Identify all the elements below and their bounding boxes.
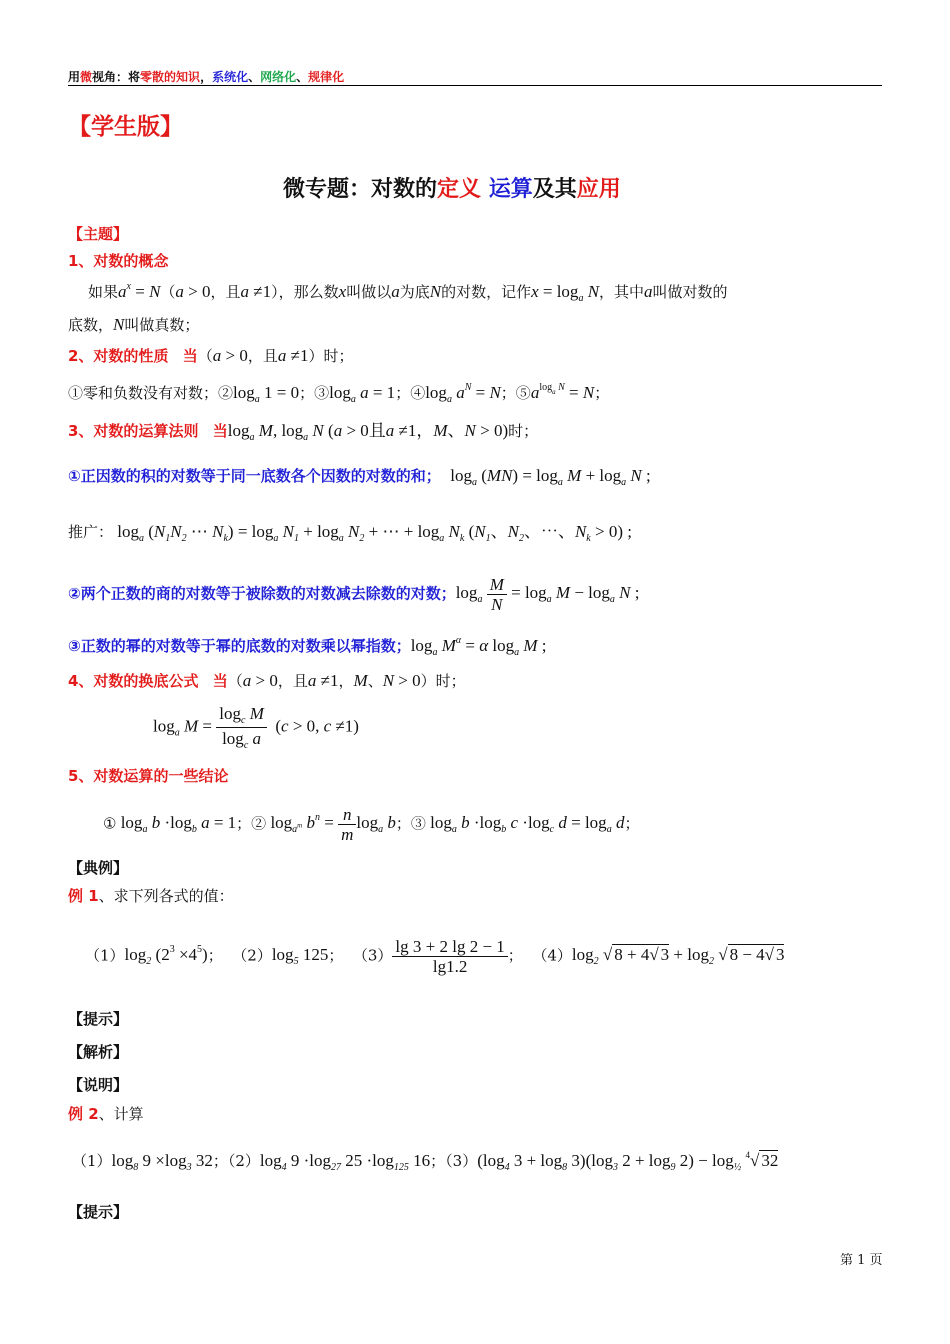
text: ； [328,946,344,965]
formula: $\log_a (MN) = \log_a M + \log_a N$ ; [450,466,651,488]
rule-text: ②两个正数的商的对数等于被除数的对数减去除数的对数； [68,584,456,603]
text: ； [507,946,523,965]
formula: M [353,671,368,690]
item-number: （2） [232,946,272,965]
text: 叫做真数； [124,316,200,334]
section-heading: 5、对数运算的一些结论 [68,767,229,785]
section-heading: 4、对数的换底公式 [68,672,199,690]
text: ）时； [420,672,466,690]
formula: N [113,315,125,334]
definition-line [68,316,199,333]
formula: $a^{log_a N} = N$ [530,382,595,402]
text: ； [594,384,610,402]
text: ；③ [299,384,330,402]
text: 推广： [68,523,114,541]
definition-line [88,282,728,304]
item-number: ；（3） [430,1152,478,1170]
item-number: （1） [72,1152,112,1170]
text: ），那么数 [271,283,339,301]
text: 时； [508,422,539,440]
text: （ [160,283,176,301]
formula: $\log_8 9 \times\log_3$ 32 [111,1151,213,1173]
rule-text: ③正数的幂的对数等于幂的底数的对数乘以幂指数； [68,637,411,655]
text: ；③ [395,814,426,833]
formula: a [391,282,400,301]
text: 的对数，记作 [441,283,532,301]
rule-line [68,576,639,613]
formula: $x = \log_a N$ [531,282,600,304]
formula: a [644,282,653,301]
formula: $\log_a b \cdot\log_b$ a = 1 [116,813,237,836]
formula: $\log_a 1 = 0$ [233,383,300,405]
title-part: 及其 [532,177,577,202]
property-line [68,383,609,405]
formula: a ≠1 [277,346,309,365]
title-part: 运算 [488,177,533,202]
page-number: 第 1 页 [840,1253,883,1268]
formula: $\log_2$ √ 8 + 4√ $3 + \log_2$ √ 8 − 4√ 3 [571,945,785,968]
formula: x [338,282,347,301]
header-part: 用 [68,70,81,84]
page-title [283,172,621,203]
text: ）时； [308,347,354,365]
header-part: 系统化 [212,70,249,84]
header-part: 网络化 [260,70,297,84]
formula: $\log_a b \cdot\log_b$ $c \cdot\log_c$ $d = \log_a d$ [425,813,625,836]
title-part: 定义 [437,177,482,202]
header-slogan [68,68,344,85]
example-1-items [85,938,784,975]
header-part: 、 [248,70,261,84]
conclusion-line [103,806,639,843]
text: 、计算 [98,1105,144,1123]
topic-heading: 【主题】 [68,225,129,243]
example-2-label [68,1107,144,1122]
text: （ [227,672,243,690]
item-number: （1） [85,946,125,965]
text: 底数， [68,316,114,334]
section-heading: 3、对数的运算法则 [68,422,199,440]
formula: a ≠1 [307,671,339,690]
text: 如果 [88,283,119,301]
example-label: 例 1 [68,887,99,905]
text: ，且 [247,347,278,365]
formula: $\log_a$ $\frac{M}{N}$ = $\log_a M - \log_a N$ ; [455,575,640,614]
section-line [68,422,538,443]
header-divider [68,85,882,86]
text: 当 [182,347,198,365]
analysis-heading: 【解析】 [68,1043,129,1061]
text: 当 [212,672,228,690]
rule-text: ①正因数的积的对数等于同一底数各个因数的对数的和； [68,467,441,485]
text: ； [207,946,223,965]
text: ① [103,814,117,833]
text: 为底 [399,283,430,301]
formula: a > 0 [212,346,248,365]
formula: $\log_a M^\alpha = \alpha$ $\log_a M$ ; [410,635,547,658]
formula: a > 0 [175,282,211,301]
section-heading: 2、对数的性质 [68,347,169,365]
title-part: 应用 [576,177,621,202]
text: ，且 [277,672,308,690]
formula: $\frac{\lg 3 + 2 \lg 2 - 1}{\lg 1.2}$ [392,945,507,964]
text: ，且 [210,283,241,301]
text: 、求下列各式的值： [98,887,234,905]
text: 、 [367,672,383,690]
formula: $\log_4 9 \cdot\log_{27}$ $25 \cdot\log_{125}$ 16 [259,1151,431,1173]
section-line [68,672,466,689]
formula: ($\log_4$ $3 + \log_8 3)(\log_3$ $2 + \log_9 2) - \log_{\frac{1}{2}} ^4√$ 32 [477,1150,779,1173]
text: （ [197,347,213,365]
header-part: 、 [296,70,309,84]
edition-label: 【学生版】 [68,114,183,140]
formula: a ≠1 [240,282,272,301]
title-part [481,177,489,202]
rule-line [68,523,632,544]
item-number: （3） [352,946,393,965]
text: ；⑤ [500,384,531,402]
examples-heading: 【典例】 [68,859,129,877]
text: ；④ [395,384,426,402]
example-label: 例 2 [68,1105,99,1123]
formula: a > 0 [242,671,278,690]
section-line [68,347,354,364]
item-number: （4） [532,946,572,965]
text: 叫做以 [346,283,392,301]
header-part: ， [200,70,213,84]
formula: $a^x = N$ [118,281,161,301]
formula: $\log_5 125$ [271,945,329,968]
text: 叫做对数的 [652,283,728,301]
header-part: 规律化 [308,70,345,84]
formula: $\log_a a^N = N$ [425,382,501,405]
formula: $\log_a M$, $\log_a N$ (a > 0且a ≠1，M、N > 0) [227,421,509,443]
rule-line [68,636,547,658]
header-part: 微 [80,70,93,84]
hint-heading: 【提示】 [68,1010,129,1028]
rule-line [68,467,651,488]
formula: $\log_2 (2^3 \times 4^5)$ [124,944,208,968]
note-heading: 【说明】 [68,1076,129,1094]
change-of-base-formula: $\log_a M$ = $\frac{\log_c M}{\log_c a}$ (c > 0, c ≠1) [153,704,359,751]
text: 当 [212,422,228,440]
item-number: ；（2） [212,1152,260,1170]
header-part: 视角：将 [92,70,141,84]
formula: N > 0 [382,671,421,690]
example-1-label [68,889,234,904]
formula: $\log_a a = 1$ [329,383,396,405]
text: ， [338,672,354,690]
formula: $\log_a (N_1N_2$ ⋯ $N_k) = \log_a N_1 + \log_a N_2$ + ⋯ + $\log_a N_k$ ($N_1$、$N_2$、⋯、$N_k > 0$) ; [113,522,632,544]
text: ①零和负数没有对数；② [68,384,234,402]
title-part: 微专题：对数的 [283,177,438,202]
text: ； [624,814,640,833]
text: ；② [236,814,267,833]
formula: $\log_{a^m} b^n$ = $\frac{n}{m}$ $\log_a b$ [266,805,396,844]
text: ，其中 [599,283,645,301]
section-heading: 1、对数的概念 [68,252,169,270]
header-part: 零散的知识 [140,70,201,84]
hint-heading: 【提示】 [68,1203,129,1221]
formula: N [429,282,442,301]
example-2-items [72,1151,778,1173]
